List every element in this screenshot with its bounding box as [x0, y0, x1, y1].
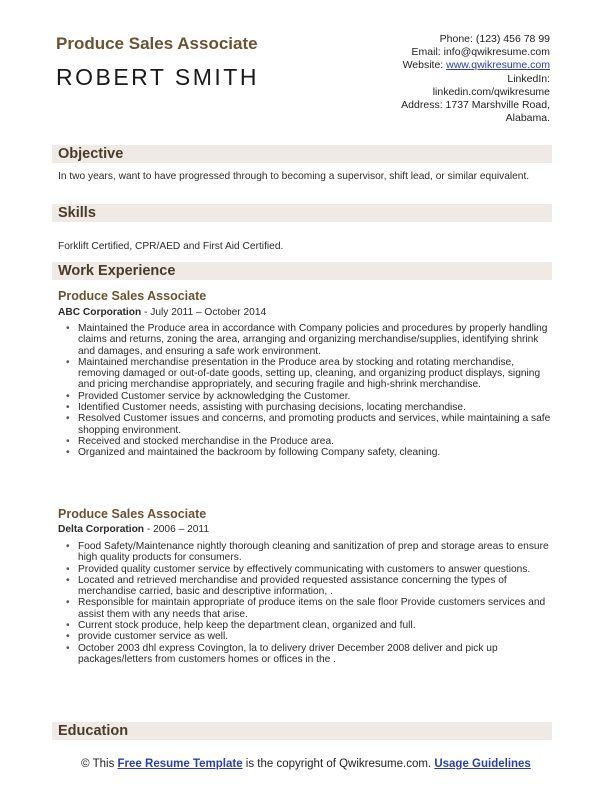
list-item: • Food Safety/Maintenance nightly thorough cleaning and sanitization of prep and storage areas to ensure high quality products for consumers.	[58, 541, 552, 564]
resume-job-title: Produce Sales Associate	[56, 34, 258, 53]
usage-guidelines-link[interactable]: Usage Guidelines	[434, 758, 531, 770]
section-work-title: Work Experience	[58, 263, 176, 279]
contact-address-line1: Address: 1737 Marshville Road,	[401, 99, 550, 112]
contact-website	[310, 59, 550, 72]
job-2-dates: - 2006 – 2011	[144, 524, 209, 535]
list-item: • Located and retrieved merchandise and provided requested assistance concerning the types of merchandise carried, basic and descriptive information, .	[58, 575, 552, 598]
job-2-title: Produce Sales Associate	[58, 507, 207, 521]
list-item: • Resolved Customer issues and concerns, and promoting products and services, while maintaining a safe shopping environment.	[58, 413, 552, 436]
list-item: • Current stock produce, help keep the department clean, organized and full.	[58, 620, 552, 631]
footer-copyright	[0, 757, 612, 771]
contact-block	[310, 33, 550, 125]
list-item: • October 2003 dhl express Covington, la to delivery driver December 2008 deliver and pick up packages/letters from customers homes or offices in the .	[58, 643, 552, 666]
job-2-company-line	[58, 524, 209, 535]
list-item: • Maintained the Produce area in accordance with Company policies and procedures by properly handling claims and returns, zoning the area, arranging and organizing merchandise/supplies, identifying shrink and damages, and ensuring a safe work environment.	[58, 323, 552, 357]
list-item: • Received and stocked merchandise in the Produce area.	[58, 436, 552, 447]
section-skills-title: Skills	[58, 205, 96, 221]
job-1-title: Produce Sales Associate	[58, 289, 207, 303]
free-resume-template-link[interactable]: Free Resume Template	[117, 758, 243, 770]
footer-prefix: © This	[81, 758, 118, 770]
section-objective	[52, 145, 552, 163]
section-objective-title: Objective	[58, 146, 124, 162]
job-1-dates: - July 2011 – October 2014	[141, 307, 267, 318]
section-skills	[52, 204, 552, 222]
contact-linkedin-value: linkedin.com/qwikresume	[432, 85, 550, 98]
section-education-title: Education	[58, 723, 129, 739]
list-item: • Provided Customer service by acknowledging the Customer.	[58, 391, 552, 402]
job-1-bullets	[58, 323, 552, 459]
job-2-company: Delta Corporation	[58, 524, 145, 535]
website-label: Website:	[402, 59, 447, 72]
section-work-experience	[52, 262, 552, 280]
footer-middle: is the copyright of Qwikresume.com.	[242, 758, 435, 770]
section-education	[52, 722, 552, 740]
contact-email: Email: info@qwikresume.com	[411, 46, 550, 59]
website-link[interactable]: www.qwikresume.com	[446, 59, 550, 72]
list-item: • provide customer service as well.	[58, 631, 552, 642]
list-item: • Maintained merchandise presentation in the Produce area by stocking and rotating merchandise, removing damaged or out-of-date goods, setting up, cleaning, and organizing product displays, signing and pricing merchandise appropriately, and securing fragile and high-shrink merchandise.	[58, 357, 552, 391]
contact-phone: Phone: (123) 456 78 99	[439, 33, 550, 45]
job-2-bullets	[58, 541, 552, 665]
job-1-company: ABC Corporation	[58, 307, 142, 318]
candidate-name: ROBERT SMITH	[56, 64, 259, 90]
objective-text: In two years, want to have progressed through to becoming a supervisor, shift lead, or similar equivalent.	[58, 171, 530, 182]
contact-linkedin-label: LinkedIn:	[507, 72, 550, 85]
list-item: • Identified Customer needs, assisting with purchasing decisions, locating merchandise.	[58, 402, 552, 413]
job-1-company-line	[58, 307, 266, 318]
list-item: • Responsible for maintain appropriate of produce items on the sale floor Provide customers services and assist them with any needs that arise.	[58, 597, 552, 620]
list-item: • Provided quality customer service by effectively communicating with customers to answer questions.	[58, 564, 552, 575]
contact-address-line2: Alabama.	[505, 112, 550, 125]
skills-text: Forklift Certified, CPR/AED and First Aid Certified.	[58, 241, 284, 252]
list-item: • Organized and maintained the backroom by following Company safety, cleaning.	[58, 447, 552, 458]
